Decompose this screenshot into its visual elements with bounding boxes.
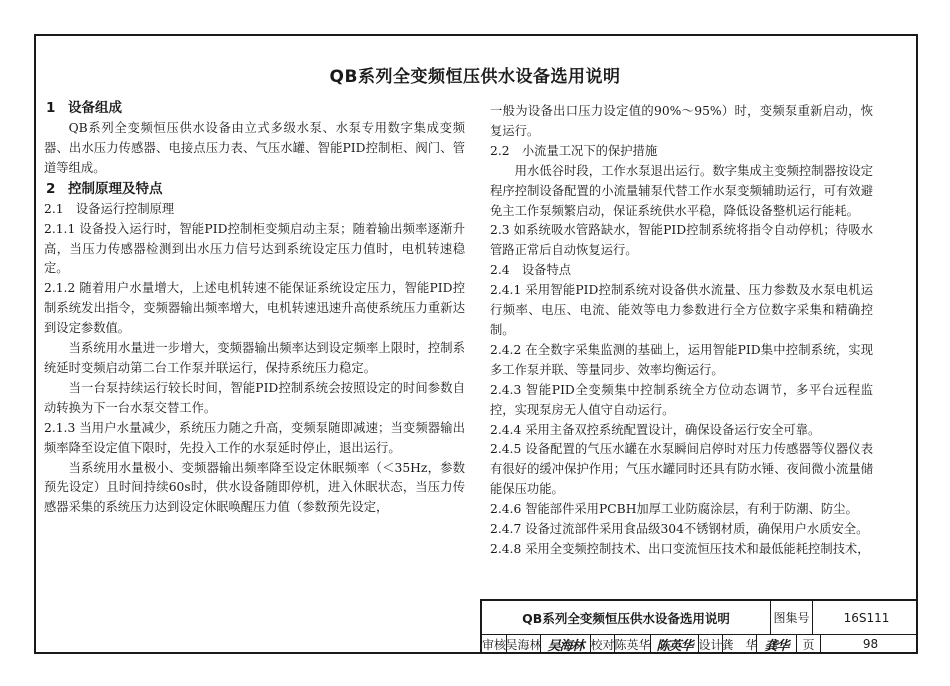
- paragraph: 2.4.4 采用主备双控系统配置设计，确保设备运行安全可靠。: [490, 422, 821, 437]
- paragraph: 2.4.7 设备过流部件采用食品级304不锈钢材质，确保用户水质安全。: [490, 522, 869, 537]
- paragraph: 用水低谷时段，工作水泵退出运行。数字集成主变频控制器按设定程序控制设备配置的小流量辅泵代替工作水泵变频辅助运行，可有效避免主工作泵频繁启动，保证系统供水平稳，降低设备整机运行能耗。: [490, 163, 873, 218]
- left-column: [44, 98, 465, 518]
- paragraph: 2.4.5 设备配置的气压水罐在水泵瞬间启停时对压力传感器等仪器仪表有很好的缓冲保护作用；气压水罐同时还具有防水锤、夜间微小流量储能保压功能。: [490, 442, 873, 497]
- review-label: 审核: [482, 637, 507, 652]
- section-title: 设备组成: [68, 100, 122, 116]
- check-name: 陈英华: [614, 634, 650, 654]
- paragraph: 当系统用水量极小、变频器输出频率降至设定休眠频率（＜35Hz，参数预先设定）且时间持续60s时，供水设备随即停机，进入休眠状态，当压力传感器采集的系统压力达到设定休眠唤醒压力值（参数预先设定，: [44, 460, 465, 515]
- paragraph: 2.4.6 智能部件采用PCBH加厚工业防腐涂层，有利于防潮、防尘。: [490, 502, 858, 517]
- right-column: [490, 102, 873, 560]
- section-number: 2: [46, 180, 56, 197]
- paragraph: 2.4.3 智能PID全变频集中控制系统全方位动态调节，多平台远程监控，实现泵房无人值守自动运行。: [490, 382, 873, 417]
- section-number: 1: [46, 100, 56, 116]
- paragraph: 2.1.1 设备投入运行时，智能PID控制柜变频启动主泵；随着输出频率逐渐升高，当压力传感器检测到出水压力信号达到系统设定压力值时，电机转速稳定。: [44, 221, 465, 276]
- paragraph: 一般为设备出口压力设定值的90%～95%）时，变频泵重新启动，恢复运行。: [490, 104, 873, 138]
- paragraph: 2.2 小流量工况下的保护措施: [490, 143, 658, 158]
- section-title: 控制原理及特点: [68, 180, 163, 197]
- title-block-row-signatures: [482, 634, 918, 654]
- paragraph: 当一台泵持续运行较长时间，智能PID控制系统会按照设定的时间参数自动转换为下一台水泵交替工作。: [44, 380, 465, 415]
- paragraph: 2.3 如系统吸水管路缺水，智能PID控制系统将指令自动停机；待吸水管路正常后自动恢复运行。: [490, 223, 873, 258]
- paragraph: 2.1.2 随着用户水量增大，上述电机转速不能保证系统设定压力，智能PID控制系统发出指令，变频器输出频率增大，电机转速迅速升高使系统压力重新达到设定参数值。: [44, 281, 465, 336]
- review-signature: 吴海林: [540, 634, 590, 654]
- title-block-doc-title: QB系列全变频恒压供水设备选用说明: [522, 610, 730, 626]
- review-name: 吴海林: [506, 634, 540, 654]
- title-block-row-title: [482, 601, 918, 635]
- page-label: 页: [796, 634, 820, 654]
- atlas-number-label: 图集号: [770, 601, 812, 634]
- design-signature: 龚华: [756, 634, 796, 654]
- check-signature: 陈英华: [650, 634, 698, 654]
- section-heading: [44, 179, 465, 200]
- paragraph: 2.4.1 采用智能PID控制系统对设备供水流量、压力参数及水泵电机运行频率、电压、电流、能效等电力参数进行全方位数字采集和精确控制。: [490, 283, 873, 337]
- atlas-number: 16S111: [812, 601, 920, 634]
- paragraph: 当系统用水量进一步增大，变频器输出频率达到设定频率上限时，控制系统延时变频启动第二台工作泵并联运行，保持系统压力稳定。: [44, 341, 465, 375]
- check-label: 校对: [590, 634, 614, 654]
- section-heading: [44, 98, 465, 119]
- paragraph: 2.1 设备运行控制原理: [44, 201, 175, 216]
- page-number: 98: [820, 634, 920, 654]
- page-title: QB系列全变频恒压供水设备选用说明: [329, 67, 621, 87]
- design-name: 龚 华: [722, 634, 756, 654]
- paragraph: 2.4.2 在全数字采集监测的基础上，运用智能PID集中控制系统，实现多工作泵并联、等量同步、效率均衡运行。: [490, 342, 873, 377]
- design-label: 设计: [698, 634, 722, 654]
- paragraph: 2.4 设备特点: [490, 263, 572, 278]
- title-block: [480, 599, 918, 654]
- paragraph: 2.4.8 采用全变频控制技术、出口变流恒压技术和最低能耗控制技术，: [490, 541, 870, 556]
- paragraph: 2.1.3 当用户水量减少，系统压力随之升高，变频泵随即减速；当变频器输出频率降至设定值下限时，先投入工作的水泵延时停止，退出运行。: [44, 420, 465, 455]
- paragraph: QB系列全变频恒压供水设备由立式多级水泵、水泵专用数字集成变频器、出水压力传感器、电接点压力表、气压水罐、智能PID控制柜、阀门、管道等组成。: [44, 121, 465, 175]
